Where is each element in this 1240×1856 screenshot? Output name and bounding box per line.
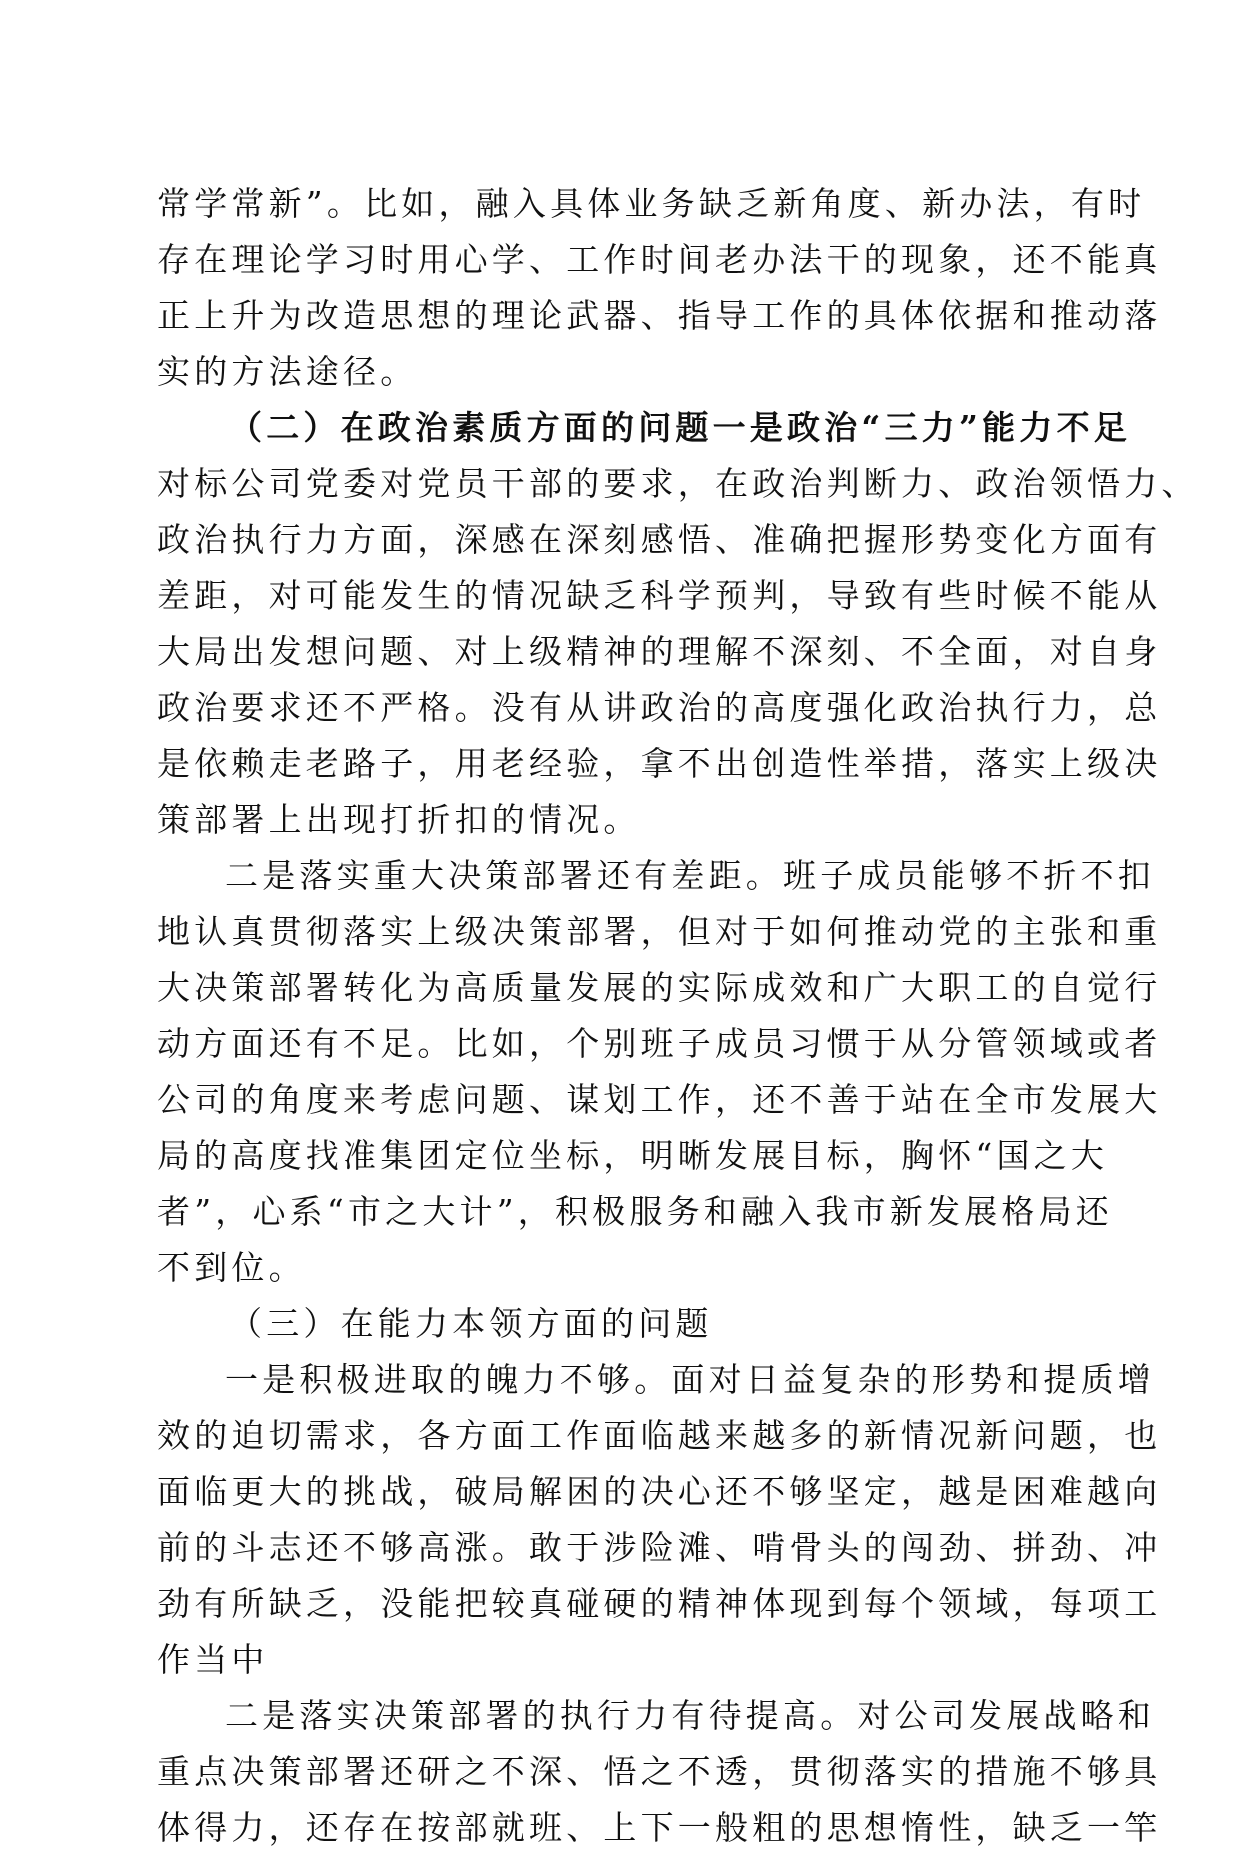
text-line: 差距，对可能发生的情况缺乏科学预判，导致有些时候不能从: [157, 576, 1162, 615]
paragraph-continuation: [157, 176, 1162, 400]
section-heading-political-quality: [157, 400, 1131, 456]
text-line: 者”，心系“市之大计”，积极服务和融入我市新发展格局还: [157, 1192, 1114, 1231]
text-line: 常学常新”。比如，融入具体业务缺乏新角度、新办法，有时: [157, 184, 1146, 223]
text-line: 大局出发想问题、对上级精神的理解不深刻、不全面，对自身: [157, 632, 1162, 671]
text-line: 体得力，还存在按部就班、上下一般粗的思想惰性，缺乏一竿: [157, 1808, 1162, 1847]
text-line: 公司的角度来考虑问题、谋划工作，还不善于站在全市发展大: [157, 1080, 1162, 1119]
heading-line: （三）在能力本领方面的问题: [229, 1304, 713, 1343]
text-line: 策部署上出现打折扣的情况。: [157, 800, 641, 839]
text-line: 政治要求还不严格。没有从讲政治的高度强化政治执行力，总: [157, 688, 1162, 727]
text-line: 是依赖走老路子，用老经验，拿不出创造性举措，落实上级决: [157, 744, 1162, 783]
text-line: 局的高度找准集团定位坐标，明晰发展目标，胸怀“国之大: [157, 1136, 1109, 1175]
text-line: 存在理论学习时用心学、工作时间老办法干的现象，还不能真: [157, 240, 1162, 279]
text-line: 正上升为改造思想的理论武器、指导工作的具体依据和推动落: [157, 296, 1162, 335]
text-line: 政治执行力方面，深感在深刻感悟、准确把握形势变化方面有: [157, 520, 1162, 559]
text-line: 不到位。: [157, 1248, 306, 1287]
text-line: 实的方法途径。: [157, 352, 418, 391]
text-line: 地认真贯彻落实上级决策部署，但对于如何推动党的主张和重: [157, 912, 1162, 951]
heading-line: （二）在政治素质方面的问题一是政治“三力”能力不足: [229, 408, 1131, 447]
text-line: 动方面还有不足。比如，个别班子成员习惯于从分管领域或者: [157, 1024, 1162, 1063]
text-line: 重点决策部署还研之不深、悟之不透，贯彻落实的措施不够具: [157, 1752, 1162, 1791]
text-line: 对标公司党委对党员干部的要求，在政治判断力、政治领悟力、: [157, 464, 1199, 503]
paragraph-enterprising-spirit: [157, 1352, 1162, 1688]
text-line: 二是落实决策部署的执行力有待提高。对公司发展战略和: [225, 1696, 1155, 1735]
paragraph-political-three-abilities: [157, 456, 1199, 848]
document-body: [157, 176, 1199, 1856]
text-line: 劲有所缺乏，没能把较真碰硬的精神体现到每个领域，每项工: [157, 1584, 1162, 1623]
text-line: 二是落实重大决策部署还有差距。班子成员能够不折不扣: [225, 856, 1155, 895]
text-line: 面临更大的挑战，破局解困的决心还不够坚定，越是困难越向: [157, 1472, 1162, 1511]
section-heading-ability: [157, 1296, 1087, 1352]
text-line: 大决策部署转化为高质量发展的实际成效和广大职工的自觉行: [157, 968, 1162, 1007]
text-line: 一是积极进取的魄力不够。面对日益复杂的形势和提质增: [225, 1360, 1155, 1399]
paragraph-execution: [157, 1688, 1162, 1856]
text-line: 作当中: [157, 1640, 269, 1679]
text-line: 前的斗志还不够高涨。敢于涉险滩、啃骨头的闯劲、拼劲、冲: [157, 1528, 1162, 1567]
text-line: 效的迫切需求，各方面工作面临越来越多的新情况新问题，也: [157, 1416, 1162, 1455]
paragraph-major-decisions: [157, 848, 1162, 1296]
